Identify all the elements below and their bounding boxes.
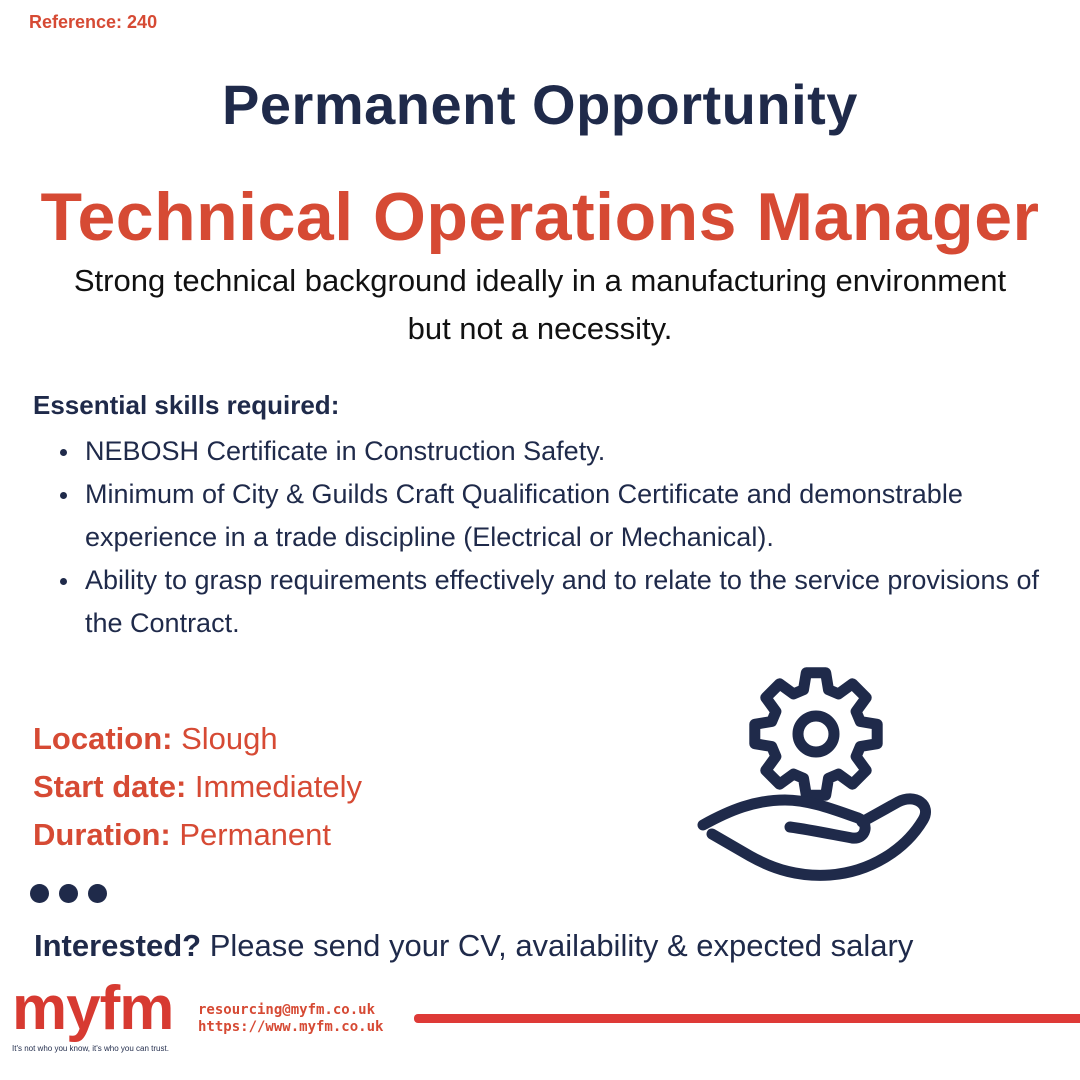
skill-item [60,473,1060,559]
bullet-icon [60,492,67,499]
start-date-value: Immediately [186,769,363,804]
reference-number: Reference: 240 [29,12,158,32]
skill-item [60,430,1060,473]
gear-in-hand-icon [690,660,950,910]
location-row [33,715,362,763]
contact-website[interactable]: https://www.myfm.co.uk [198,1019,384,1035]
skill-text: Minimum of City & Guilds Craft Qualification Certificate and demonstrable experience in a trade discipline (Electrical or Mechanical). [85,479,963,552]
job-title: Technical Operations Manager [40,179,1040,255]
logo-tagline: It's not who you know, it's who you can trust. [12,1044,169,1053]
skill-text: Ability to grasp requirements effectively and to relate to the service provisions of the Contract. [85,565,1039,638]
gear-icon [755,673,877,795]
skill-item [60,559,1060,645]
duration-row [33,811,362,859]
ellipsis-dots-icon [30,884,107,903]
myfm-logo [12,974,188,1058]
bullet-icon [60,449,67,456]
duration-value: Permanent [170,817,332,852]
job-details [33,715,362,859]
location-label: Location: [33,721,173,756]
cta-label: Interested? [34,928,202,963]
bullet-icon [60,578,67,585]
hand-icon [703,799,925,875]
skills-list [60,430,1060,645]
contact-email[interactable]: resourcing@myfm.co.uk [198,1002,376,1018]
logo-wordmark: myfm [12,974,174,1043]
duration-label: Duration: [33,817,171,852]
cta-text: Please send your CV, availability & expected salary [201,928,914,963]
contact-info [198,1002,383,1036]
skills-heading: Essential skills required: [33,390,340,420]
location-value: Slough [172,721,278,756]
skill-text: NEBOSH Certificate in Construction Safety. [85,436,606,466]
call-to-action [34,928,913,964]
start-date-label: Start date: [33,769,187,804]
page-heading: Permanent Opportunity [222,73,858,136]
footer-divider [414,1014,1080,1023]
job-subtitle: Strong technical background ideally in a manufacturing environment but not a necessity. [73,263,1007,346]
gear-hole [798,716,834,752]
start-date-row [33,763,362,811]
